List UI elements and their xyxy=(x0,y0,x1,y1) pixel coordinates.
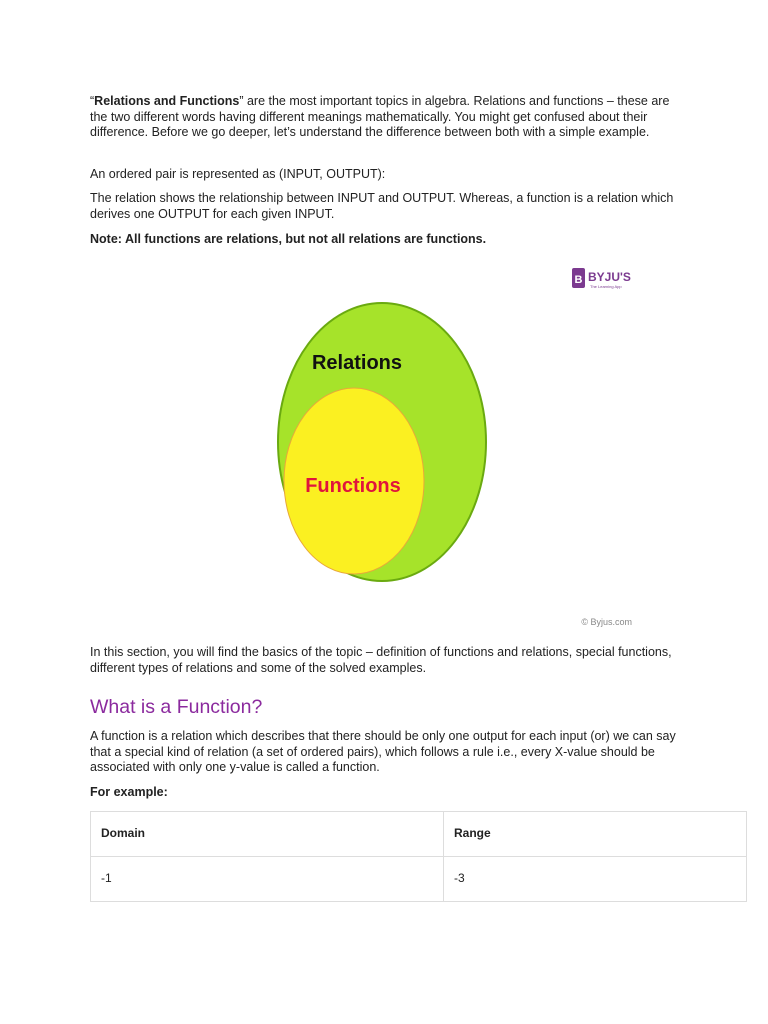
byjus-logo xyxy=(572,268,631,289)
note-paragraph: Note: All functions are relations, but not all relations are functions. xyxy=(90,232,487,246)
table-header-row xyxy=(91,812,747,857)
intro-open-quote: “ xyxy=(90,94,95,108)
functions-label: Functions xyxy=(305,475,401,497)
table-row xyxy=(91,857,747,902)
intro-bold-term: Relations and Functions xyxy=(94,94,240,108)
intro-paragraph xyxy=(90,94,690,141)
relations-functions-diagram xyxy=(240,262,640,634)
range-cell: -3 xyxy=(444,857,747,902)
logo-badge-letter: B xyxy=(574,274,583,286)
section-heading: What is a Function? xyxy=(90,696,263,718)
intro-text: ” are the most important topics in algebra. Relations and functions – these are the two different words having different meanings mathematically. You might get confused about their difference. Before we go deeper, let’s understand the difference between both with a simple example. xyxy=(90,94,670,139)
logo-text: BYJU'S xyxy=(588,270,631,284)
function-definition-paragraph: A function is a relation which describes that there should be only one output for each input (or) we can say that a special kind of relation (a set of ordered pairs), which follows a rule i.e., every X-value should be associated with only one y-value is called a function. xyxy=(90,729,676,774)
copyright-text: © Byjus.com xyxy=(581,617,632,627)
relations-label: Relations xyxy=(311,352,403,374)
range-header: Range xyxy=(444,812,747,857)
domain-header: Domain xyxy=(91,812,444,857)
for-example-label: For example: xyxy=(90,785,168,799)
domain-cell: -1 xyxy=(91,857,444,902)
basics-paragraph: In this section, you will find the basics of the topic – definition of functions and relations, special functions, different types of relations and some of the solved examples. xyxy=(90,645,672,675)
relation-paragraph: The relation shows the relationship between INPUT and OUTPUT. Whereas, a function is a relation which derives one OUTPUT for each given INPUT. xyxy=(90,191,674,221)
ordered-pair-paragraph: An ordered pair is represented as (INPUT, OUTPUT): xyxy=(90,167,386,181)
logo-tagline: The Learning App xyxy=(590,284,622,289)
domain-range-table xyxy=(90,811,747,902)
